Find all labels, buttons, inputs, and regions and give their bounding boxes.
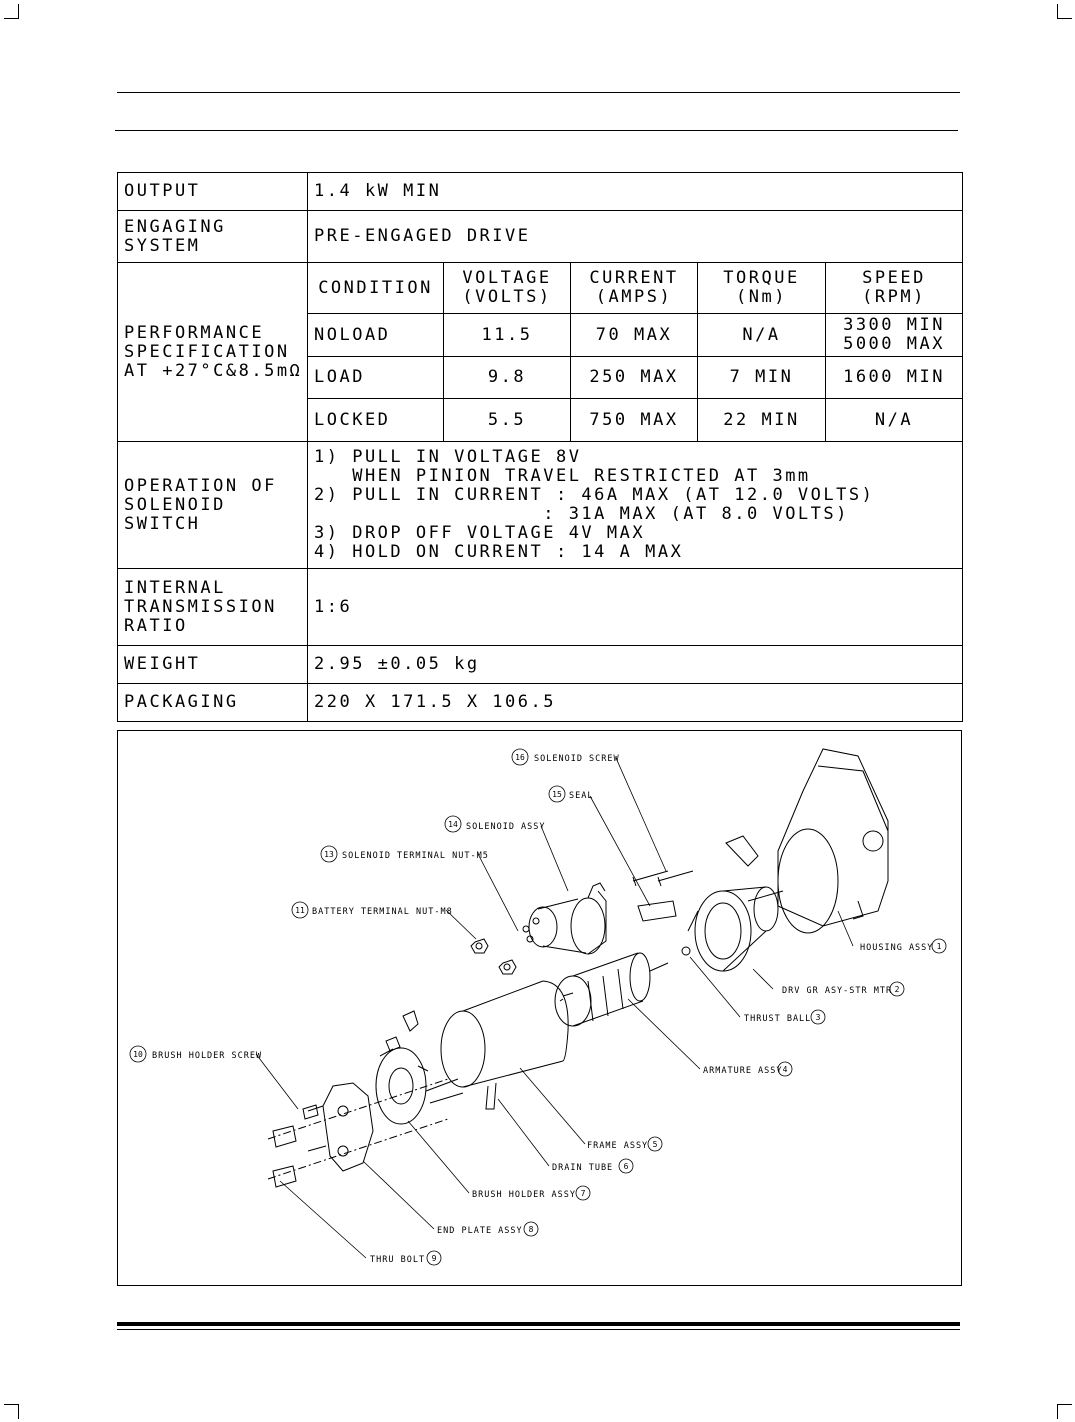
part-label: FRAME ASSY — [587, 1141, 649, 1151]
part-label: ARMATURE ASSY — [703, 1066, 783, 1076]
part-number: 3 — [815, 1013, 821, 1022]
engaging-label: ENGAGING SYSTEM — [118, 211, 308, 263]
callout-part-4 — [703, 1062, 792, 1076]
part-label: END PLATE ASSY — [437, 1226, 523, 1236]
footer-rule-thin — [117, 1329, 960, 1330]
header-rule-bottom — [115, 130, 958, 131]
part-label: BRUSH HOLDER SCREW — [152, 1051, 263, 1061]
crop-mark-bottom-left — [4, 1404, 19, 1419]
cell-speed: 1600 MIN — [826, 357, 963, 399]
part-label: THRUST BALL — [744, 1014, 812, 1024]
part-number: 7 — [580, 1189, 586, 1198]
cell-current: 70 MAX — [571, 314, 698, 357]
part-label: BATTERY TERMINAL NUT-M8 — [312, 907, 453, 917]
seal-and-screws-drawing — [633, 871, 693, 921]
armature-drawing — [555, 953, 668, 1026]
part-number: 2 — [894, 985, 900, 994]
cell-torque: 22 MIN — [698, 399, 826, 442]
part-number: 15 — [552, 790, 562, 799]
cell-torque: N/A — [698, 314, 826, 357]
output-row — [118, 173, 963, 211]
part-label: DRAIN TUBE — [552, 1163, 614, 1173]
header-current: CURRENT (AMPS) — [571, 263, 698, 314]
crop-mark-top-left — [4, 4, 19, 19]
leader-lines — [256, 758, 853, 1258]
part-label: SOLENOID SCREW — [534, 754, 620, 764]
part-number: 6 — [623, 1162, 629, 1171]
thrust-ball-drawing — [682, 947, 690, 955]
part-number: 4 — [782, 1065, 788, 1074]
callout-part-6 — [552, 1159, 633, 1173]
output-value: 1.4 kW MIN — [308, 173, 963, 211]
drive-gear-drawing — [688, 836, 783, 971]
part-label: THRU BOLT — [370, 1255, 426, 1265]
header-voltage: VOLTAGE (VOLTS) — [444, 263, 571, 314]
end-plate-drawing — [308, 1083, 373, 1171]
header-torque: TORQUE (Nm) — [698, 263, 826, 314]
output-label: OUTPUT — [118, 173, 308, 211]
brush-holder-drawing — [376, 1011, 463, 1124]
ratio-label: INTERNAL TRANSMISSION RATIO — [118, 569, 308, 646]
ratio-value: 1:6 — [308, 569, 963, 646]
engaging-row — [118, 211, 963, 263]
packaging-label: PACKAGING — [118, 684, 308, 722]
callout-part-11 — [292, 902, 453, 918]
crop-mark-bottom-right — [1057, 1404, 1072, 1419]
specification-table — [117, 172, 963, 722]
part-number: 1 — [936, 942, 942, 951]
part-number: 10 — [133, 1050, 143, 1059]
part-label: SEAL — [569, 791, 594, 801]
part-number: 8 — [528, 1225, 534, 1234]
part-number: 5 — [652, 1140, 658, 1149]
callout-part-14 — [445, 816, 546, 832]
starter-drawing — [268, 749, 888, 1187]
callout-part-16 — [512, 749, 620, 765]
part-label: BRUSH HOLDER ASSY — [472, 1190, 576, 1200]
callout-part-1 — [860, 939, 946, 953]
cell-voltage: 5.5 — [444, 399, 571, 442]
solenoid-row — [118, 442, 963, 569]
solenoid-drawing — [523, 883, 606, 954]
part-label: SOLENOID TERMINAL NUT-M5 — [342, 851, 489, 861]
cell-current: 250 MAX — [571, 357, 698, 399]
cell-condition: NOLOAD — [308, 314, 444, 357]
terminal-nuts-drawing — [471, 939, 516, 974]
cell-speed: N/A — [826, 399, 963, 442]
part-label: DRV GR ASY-STR MTR — [782, 986, 893, 996]
callout-part-5 — [587, 1137, 662, 1151]
performance-label: PERFORMANCE SPECIFICATION AT +27°C&8.5mΩ — [118, 263, 308, 442]
part-callouts — [130, 749, 946, 1265]
packaging-row — [118, 684, 963, 722]
part-number: 14 — [448, 820, 458, 829]
callout-part-8 — [437, 1222, 538, 1236]
solenoid-label: OPERATION OF SOLENOID SWITCH — [118, 442, 308, 569]
thru-bolts-drawing — [268, 1079, 448, 1187]
cell-condition: LOAD — [308, 357, 444, 399]
part-number: 11 — [295, 906, 305, 915]
part-number: 16 — [515, 753, 525, 762]
cell-speed: 3300 MIN 5000 MAX — [826, 314, 963, 357]
starter-motor-diagram — [118, 731, 963, 1287]
weight-row — [118, 646, 963, 684]
exploded-view-figure — [117, 730, 962, 1286]
part-label: HOUSING ASSY — [860, 943, 934, 953]
part-number: 13 — [324, 850, 334, 859]
header-speed: SPEED (RPM) — [826, 263, 963, 314]
part-number: 9 — [431, 1254, 437, 1263]
header-condition: CONDITION — [308, 263, 444, 314]
callout-part-3 — [744, 1010, 825, 1024]
frame-drawing — [441, 981, 568, 1109]
callout-part-9 — [370, 1251, 441, 1265]
cell-voltage: 9.8 — [444, 357, 571, 399]
part-label: SOLENOID ASSY — [466, 822, 546, 832]
callout-part-2 — [782, 982, 904, 996]
weight-label: WEIGHT — [118, 646, 308, 684]
weight-value: 2.95 ±0.05 kg — [308, 646, 963, 684]
callout-part-7 — [472, 1186, 590, 1200]
header-rule-top — [117, 92, 960, 93]
callout-part-10 — [130, 1046, 262, 1062]
crop-mark-top-right — [1057, 4, 1072, 19]
performance-header-row — [118, 263, 963, 314]
callout-part-15 — [549, 786, 593, 802]
cell-voltage: 11.5 — [444, 314, 571, 357]
engaging-value: PRE-ENGAGED DRIVE — [308, 211, 963, 263]
callout-part-13 — [321, 846, 489, 862]
ratio-row — [118, 569, 963, 646]
cell-current: 750 MAX — [571, 399, 698, 442]
cell-torque: 7 MIN — [698, 357, 826, 399]
housing-drawing — [778, 749, 888, 933]
packaging-value: 220 X 171.5 X 106.5 — [308, 684, 963, 722]
footer-rule-thick — [117, 1322, 960, 1326]
cell-condition: LOCKED — [308, 399, 444, 442]
solenoid-value: 1) PULL IN VOLTAGE 8V WHEN PINION TRAVEL RESTRICTED AT 3mm 2) PULL IN CURRENT : 46A MAX (AT 12.0 VOLTS) : 31A MAX (AT 8.0 VOLTS) 3) DROP OFF VOLTAGE 4V MAX 4) HOLD ON CURRENT : 14 A MAX — [308, 442, 963, 569]
